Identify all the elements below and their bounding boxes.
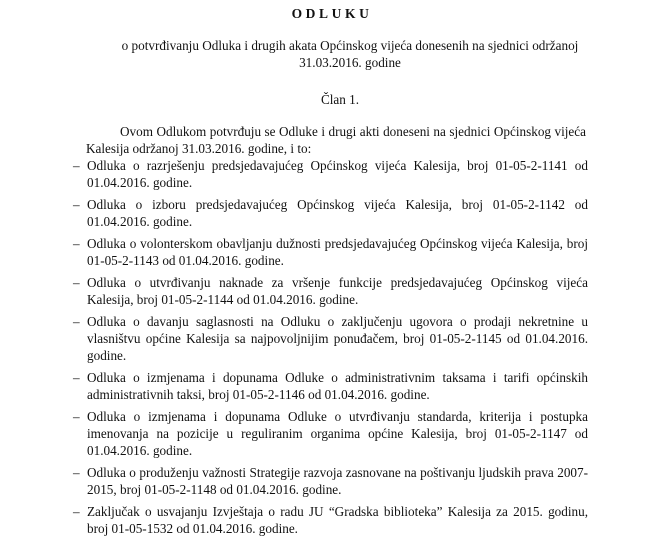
list-item-text: Zaključak o usvajanju Izvještaja o radu JU “Gradska biblioteka” Kalesija za 2015. godinu, broj 01-05-1532 od 01.04.2016. godine. xyxy=(87,504,588,536)
document-subtitle: o potvrđivanju Odluka i drugih akata Općinskog vijeća donesenih na sjednici održanoj 31.03.2016. godine xyxy=(121,38,579,70)
list-item xyxy=(73,235,588,269)
list-item-text: Odluka o izboru predsjedavajućeg Općinskog vijeća Kalesija, broj 01-05-2-1142 od 01.04.2016. godine. xyxy=(87,197,588,229)
bullet-dash: – xyxy=(73,409,80,424)
article-heading: Član 1. xyxy=(320,92,360,107)
bullet-dash: – xyxy=(73,158,80,173)
list-item-text: Odluka o izmjenama i dopunama Odluke o utvrđivanju standarda, kriterija i postupka imenovanja na pozicije u reguliranim organima općine Kalesija, broj 01-05-2-1147 od 01.04.2016. godine. xyxy=(87,409,588,458)
decision-list xyxy=(73,157,588,542)
list-item xyxy=(73,274,588,308)
list-item xyxy=(73,313,588,364)
list-item-text: Odluka o davanju saglasnosti na Odluku o zaključenju ugovora o prodaji nekretnine u vlasništvu općine Kalesija sa najpovoljnijim ponuđačem, broj 01-05-2-1145 od 01.04.2016. godine. xyxy=(87,314,588,363)
list-item-text: Odluka o izmjenama i dopunama Odluke o administrativnim taksama i tarifi općinskih administrativnih taksi, broj 01-05-2-1146 od 01.04.2016. godine. xyxy=(87,370,588,402)
bullet-dash: – xyxy=(73,465,80,480)
list-item-text: Odluka o volonterskom obavljanju dužnosti predsjedavajućeg Općinskog vijeća Kalesija, broj 01-05-2-1143 od 01.04.2016. godine. xyxy=(87,236,588,268)
bullet-dash: – xyxy=(73,275,80,290)
bullet-dash: – xyxy=(73,197,80,212)
list-item-text: Odluka o produženju važnosti Strategije razvoja zasnovane na poštivanju ljudskih prava 2007-2015, broj 01-05-2-1148 od 01.04.2016. godine. xyxy=(87,465,588,497)
bullet-dash: – xyxy=(73,504,80,519)
list-item-text: Odluka o utvrđivanju naknade za vršenje funkcije predsjedavajućeg Općinskog vijeća Kalesija, broj 01-05-2-1144 od 01.04.2016. godine. xyxy=(87,275,588,307)
intro-paragraph: Ovom Odlukom potvrđuju se Odluke i drugi akti doneseni na sjednici Općinskog vijeća Kalesija održanoj 31.03.2016. godine, i to: xyxy=(86,124,586,156)
list-item xyxy=(73,503,588,537)
bullet-dash: – xyxy=(73,370,80,385)
bullet-dash: – xyxy=(73,236,80,251)
document-title: ODLUKU xyxy=(291,6,373,21)
list-item xyxy=(73,157,588,191)
list-item xyxy=(73,408,588,459)
list-item xyxy=(73,464,588,498)
list-item xyxy=(73,369,588,403)
bullet-dash: – xyxy=(73,314,80,329)
list-item xyxy=(73,196,588,230)
list-item-text: Odluka o razrješenju predsjedavajućeg Općinskog vijeća Kalesija, broj 01-05-2-1141 od 01.04.2016. godine. xyxy=(87,158,588,190)
